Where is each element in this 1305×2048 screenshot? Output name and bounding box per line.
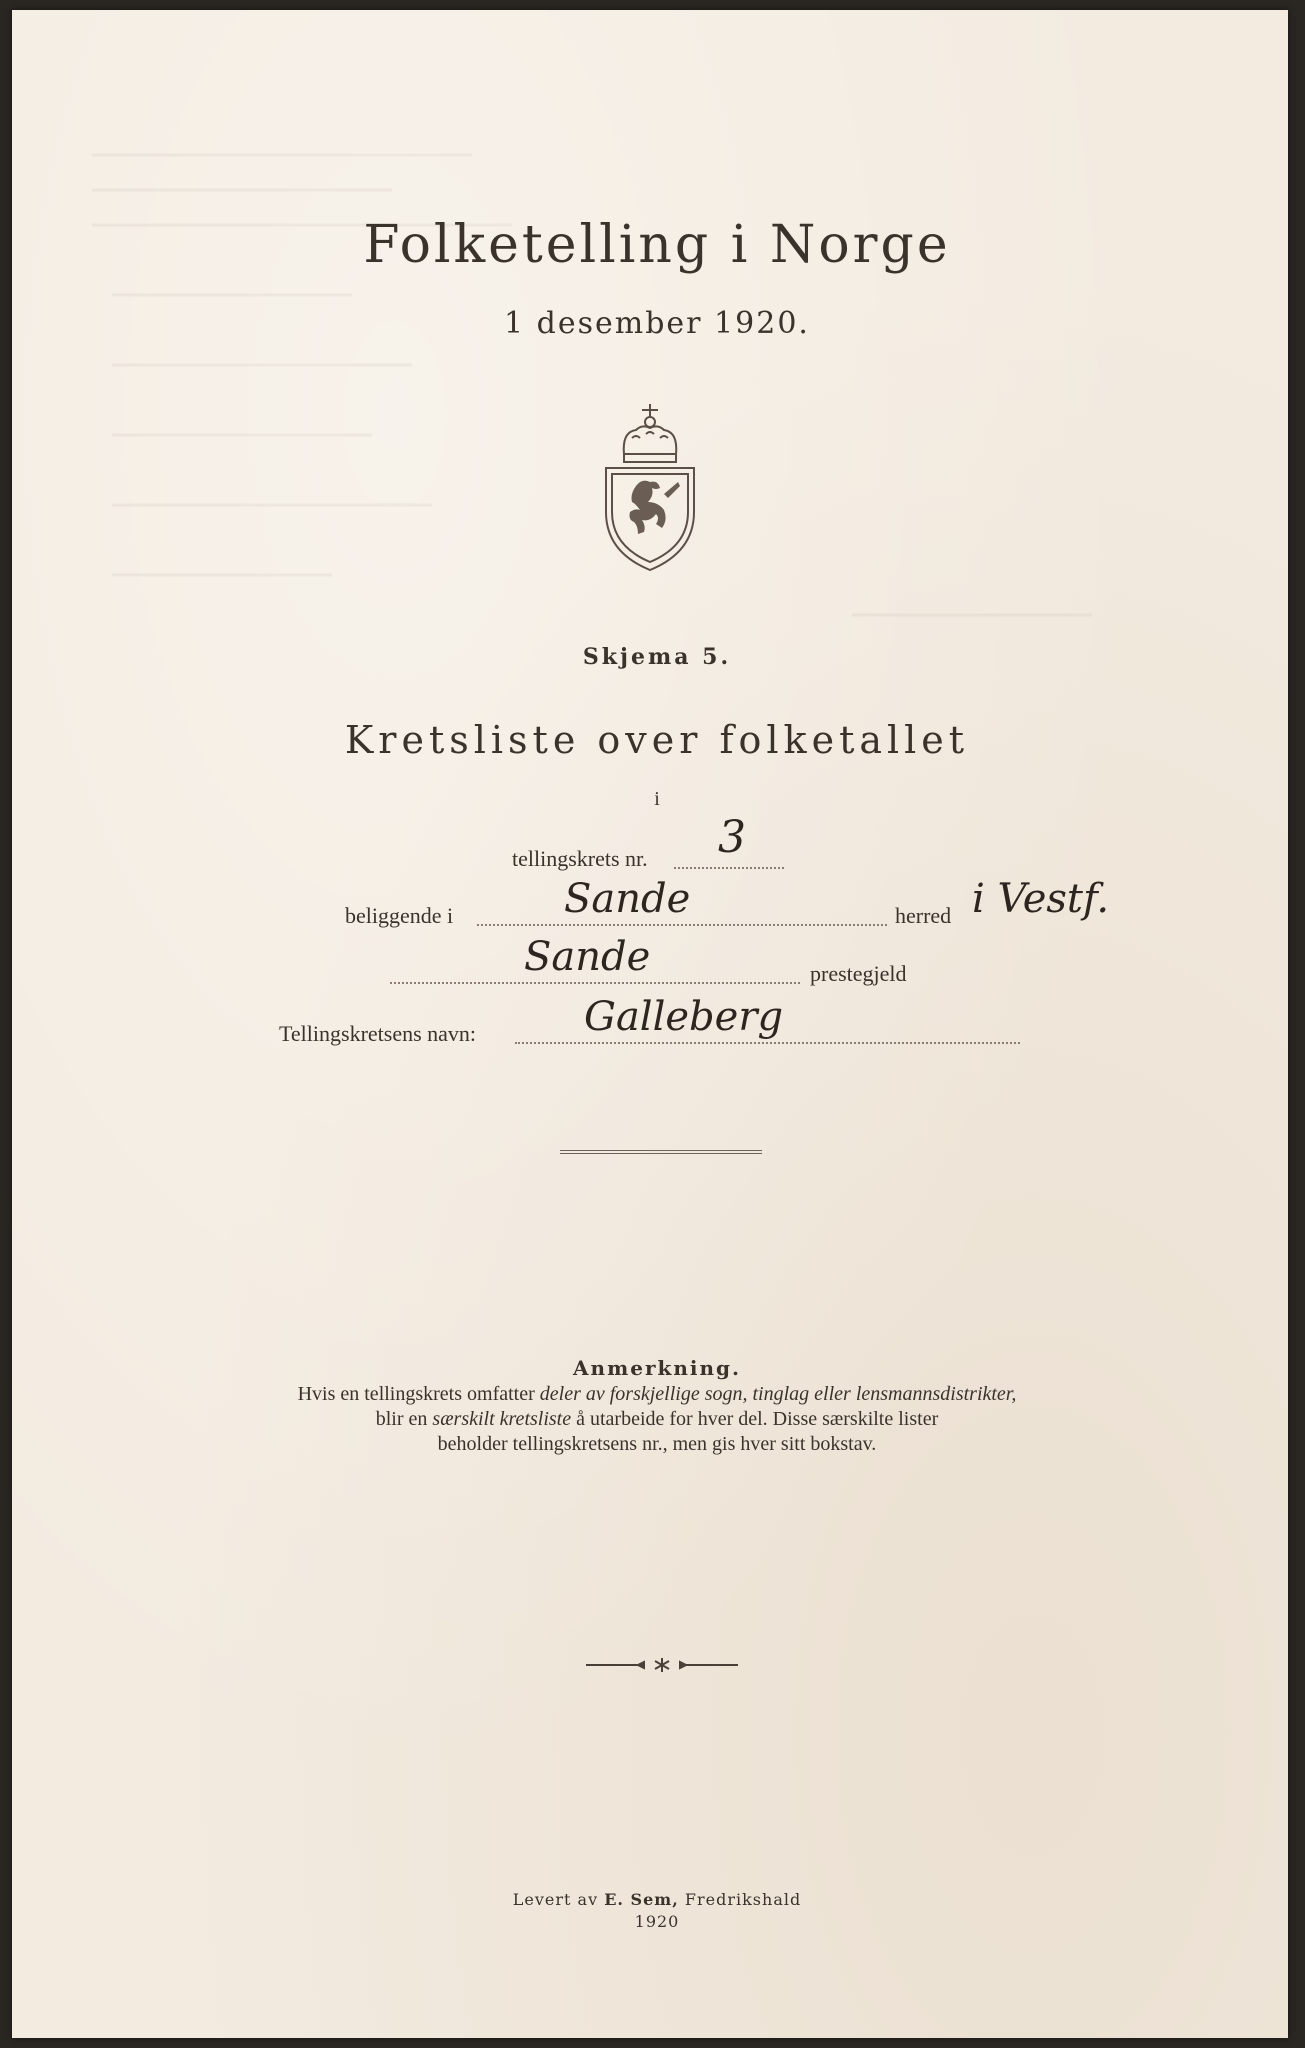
printer-imprint [12, 1890, 1302, 1909]
remark-heading: Anmerkning. [573, 1356, 741, 1380]
divider-ornament-icon [582, 1655, 742, 1675]
prestegjeld-line [390, 982, 800, 984]
norwegian-coat-of-arms-icon [602, 402, 698, 574]
beliggende-value: Sande [564, 876, 691, 922]
remark-line-2-text-a: blir en [375, 1408, 433, 1430]
census-date: 1 desember 1920. [504, 306, 810, 341]
printer-name: E. Sem, [604, 1890, 679, 1909]
tellingskrets-label: tellingskrets nr. [512, 846, 648, 871]
remark-line-2 [12, 1408, 1302, 1431]
kretsnavn-line [515, 1042, 1020, 1044]
printer-place: Fredrikshald [678, 1890, 802, 1909]
preposition: i [654, 788, 660, 810]
remark-line-1-text: Hvis en tellingskrets omfatter [297, 1383, 540, 1405]
census-form-page [12, 10, 1288, 2038]
beliggende-line [477, 924, 887, 926]
remark-line-3: beholder tellingskretsens nr., men gis hver sitt bokstav. [437, 1433, 877, 1455]
page-title: Folketelling i Norge [363, 215, 951, 275]
kretsnavn-value: Galleberg [584, 994, 784, 1040]
form-heading: Kretsliste over folketallet [344, 718, 970, 762]
beliggende-label: beliggende i [345, 903, 454, 928]
remark-line-2-italic: særskilt kretsliste [432, 1408, 572, 1430]
prestegjeld-value: Sande [524, 934, 651, 980]
kretsnavn-label: Tellingskretsens navn: [279, 1021, 477, 1046]
remark-line-1 [12, 1383, 1302, 1406]
tellingskrets-line [674, 867, 784, 869]
remark-line-1-italic: deler av forskjellige sogn, tinglag eller lensmannsdistrikter, [539, 1383, 1017, 1405]
prestegjeld-label: prestegjeld [810, 961, 907, 986]
section-divider [560, 1150, 762, 1154]
herred-label: herred [895, 903, 952, 928]
herred-value: i Vestf. [972, 876, 1110, 922]
tellingskrets-value: 3 [718, 812, 746, 863]
printer-prefix: Levert av [512, 1890, 605, 1909]
remark-line-2-text-b: å utarbeide for hver del. Disse særskilte lister [571, 1408, 939, 1430]
form-number: Skjema 5. [582, 644, 732, 670]
printer-year: 1920 [634, 1912, 680, 1931]
